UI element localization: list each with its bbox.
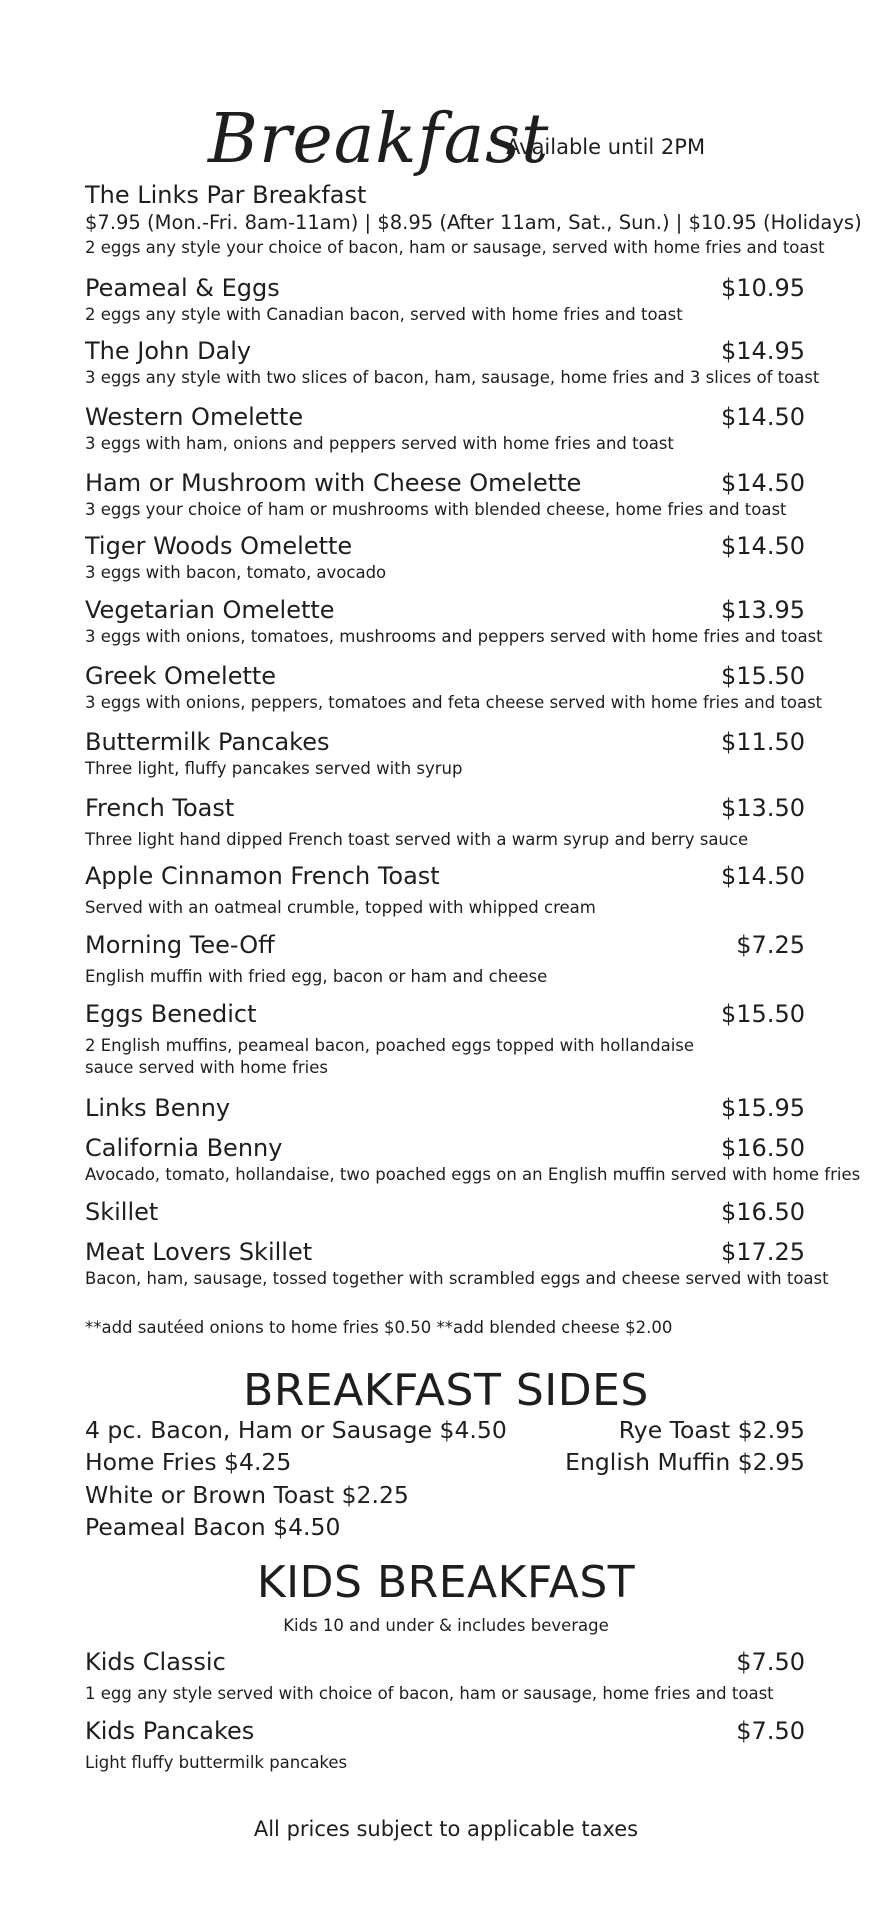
item-name: Western Omelette — [85, 403, 304, 431]
item-name: Kids Pancakes — [85, 1717, 255, 1745]
side-item: Peameal Bacon $4.50 — [85, 1513, 341, 1541]
side-item: 4 pc. Bacon, Ham or Sausage $4.50 — [85, 1416, 507, 1444]
item-price: $17.25 — [721, 1238, 805, 1266]
menu-item — [85, 860, 805, 919]
item-description: Avocado, tomato, hollandaise, two poached eggs on an English muffin served with home fries — [85, 1165, 861, 1184]
menu-item — [85, 401, 805, 455]
menu-item — [85, 530, 805, 584]
item-name: French Toast — [85, 794, 235, 822]
item-price: $13.95 — [721, 596, 805, 624]
kids-item — [85, 1715, 805, 1774]
menu-item — [85, 1236, 829, 1290]
side-item: English Muffin $2.95 — [565, 1448, 805, 1476]
item-name: Greek Omelette — [85, 662, 277, 690]
item-price: $14.95 — [721, 337, 805, 365]
side-item: Rye Toast $2.95 — [618, 1416, 805, 1444]
menu-header — [0, 95, 892, 190]
item-description: 3 eggs with onions, peppers, tomatoes and feta cheese served with home fries and toast — [85, 693, 823, 712]
menu-item — [85, 1196, 805, 1228]
item-price: $7.25 — [736, 931, 805, 959]
item-price: $11.50 — [721, 728, 805, 756]
item-name: Morning Tee-Off — [85, 931, 275, 959]
item-price: $16.50 — [721, 1198, 805, 1226]
side-item: White or Brown Toast $2.25 — [85, 1481, 409, 1509]
item-description: English muffin with fried egg, bacon or ham and cheese — [85, 967, 548, 986]
item-price: $16.50 — [721, 1134, 805, 1162]
item-description: 3 eggs your choice of ham or mushrooms with blended cheese, home fries and toast — [85, 500, 787, 519]
item-description: 3 eggs with bacon, tomato, avocado — [85, 563, 387, 582]
item-description: 2 English muffins, peameal bacon, poached eggs topped with hollandaise sauce served with home fries — [85, 1036, 695, 1077]
item-description: 3 eggs with ham, onions and peppers served with home fries and toast — [85, 434, 674, 453]
item-name: Vegetarian Omelette — [85, 596, 335, 624]
menu-title: Breakfast — [208, 100, 550, 179]
kids-heading: KIDS BREAKFAST — [256, 1557, 636, 1608]
item-name: Peameal & Eggs — [85, 274, 280, 302]
addons-note: **add sautéed onions to home fries $0.50 **add blended cheese $2.00 — [85, 1318, 673, 1337]
par-breakfast-prices: $7.95 (Mon.-Fri. 8am-11am) | $8.95 (After 11am, Sat., Sun.) | $10.95 (Holidays) — [85, 211, 862, 234]
menu-item — [85, 792, 805, 851]
menu-item — [85, 594, 823, 648]
menu-item — [85, 726, 805, 780]
menu-item — [85, 272, 805, 326]
item-description: Three light, fluffy pancakes served with syrup — [85, 759, 463, 778]
item-description: Three light hand dipped French toast served with a warm syrup and berry sauce — [85, 830, 749, 849]
item-name: Ham or Mushroom with Cheese Omelette — [85, 469, 582, 497]
item-description: 3 eggs with onions, tomatoes, mushrooms and peppers served with home fries and toast — [85, 627, 823, 646]
item-description: 1 egg any style served with choice of bacon, ham or sausage, home fries and toast — [85, 1684, 774, 1703]
item-name: Buttermilk Pancakes — [85, 728, 330, 756]
item-price: $14.50 — [721, 862, 805, 890]
menu-item — [85, 467, 805, 521]
item-description: Bacon, ham, sausage, tossed together with scrambled eggs and cheese served with toast — [85, 1269, 829, 1288]
item-price: $14.50 — [721, 532, 805, 560]
availability-note: Available until 2PM — [506, 135, 706, 159]
menu-item — [85, 1092, 805, 1124]
kids-subtitle: Kids 10 and under & includes beverage — [283, 1616, 609, 1635]
item-price: $7.50 — [736, 1717, 805, 1745]
item-price: $13.50 — [721, 794, 805, 822]
taxes-footer: All prices subject to applicable taxes — [253, 1817, 639, 1841]
menu-item — [85, 1132, 861, 1186]
menu-item — [85, 929, 805, 988]
item-name: The John Daly — [85, 337, 252, 365]
item-price: $7.50 — [736, 1648, 805, 1676]
item-price: $14.50 — [721, 469, 805, 497]
menu-item — [85, 335, 820, 389]
item-description: Served with an oatmeal crumble, topped with whipped cream — [85, 898, 596, 917]
item-name: Skillet — [85, 1198, 159, 1226]
sides-heading: BREAKFAST SIDES — [243, 1365, 649, 1416]
kids-item — [85, 1646, 805, 1705]
item-name: Apple Cinnamon French Toast — [85, 862, 440, 890]
par-breakfast-name: The Links Par Breakfast — [85, 181, 367, 209]
item-price: $14.50 — [721, 403, 805, 431]
par-breakfast-description: 2 eggs any style your choice of bacon, ham or sausage, served with home fries and toast — [85, 238, 825, 257]
item-description: Light fluffy buttermilk pancakes — [85, 1753, 348, 1772]
menu-item — [85, 660, 823, 714]
item-name: Eggs Benedict — [85, 1000, 257, 1028]
side-item: Home Fries $4.25 — [85, 1448, 292, 1476]
item-name: Meat Lovers Skillet — [85, 1238, 313, 1266]
item-name: Tiger Woods Omelette — [85, 532, 353, 560]
item-price: $15.95 — [721, 1094, 805, 1122]
item-name: Kids Classic — [85, 1648, 226, 1676]
item-name: California Benny — [85, 1134, 283, 1162]
item-price: $10.95 — [721, 274, 805, 302]
item-description: 2 eggs any style with Canadian bacon, served with home fries and toast — [85, 305, 683, 324]
item-description: 3 eggs any style with two slices of bacon, ham, sausage, home fries and 3 slices of toast — [85, 368, 820, 387]
menu-item — [85, 998, 805, 1079]
item-price: $15.50 — [721, 662, 805, 690]
item-price: $15.50 — [721, 1000, 805, 1028]
item-name: Links Benny — [85, 1094, 231, 1122]
